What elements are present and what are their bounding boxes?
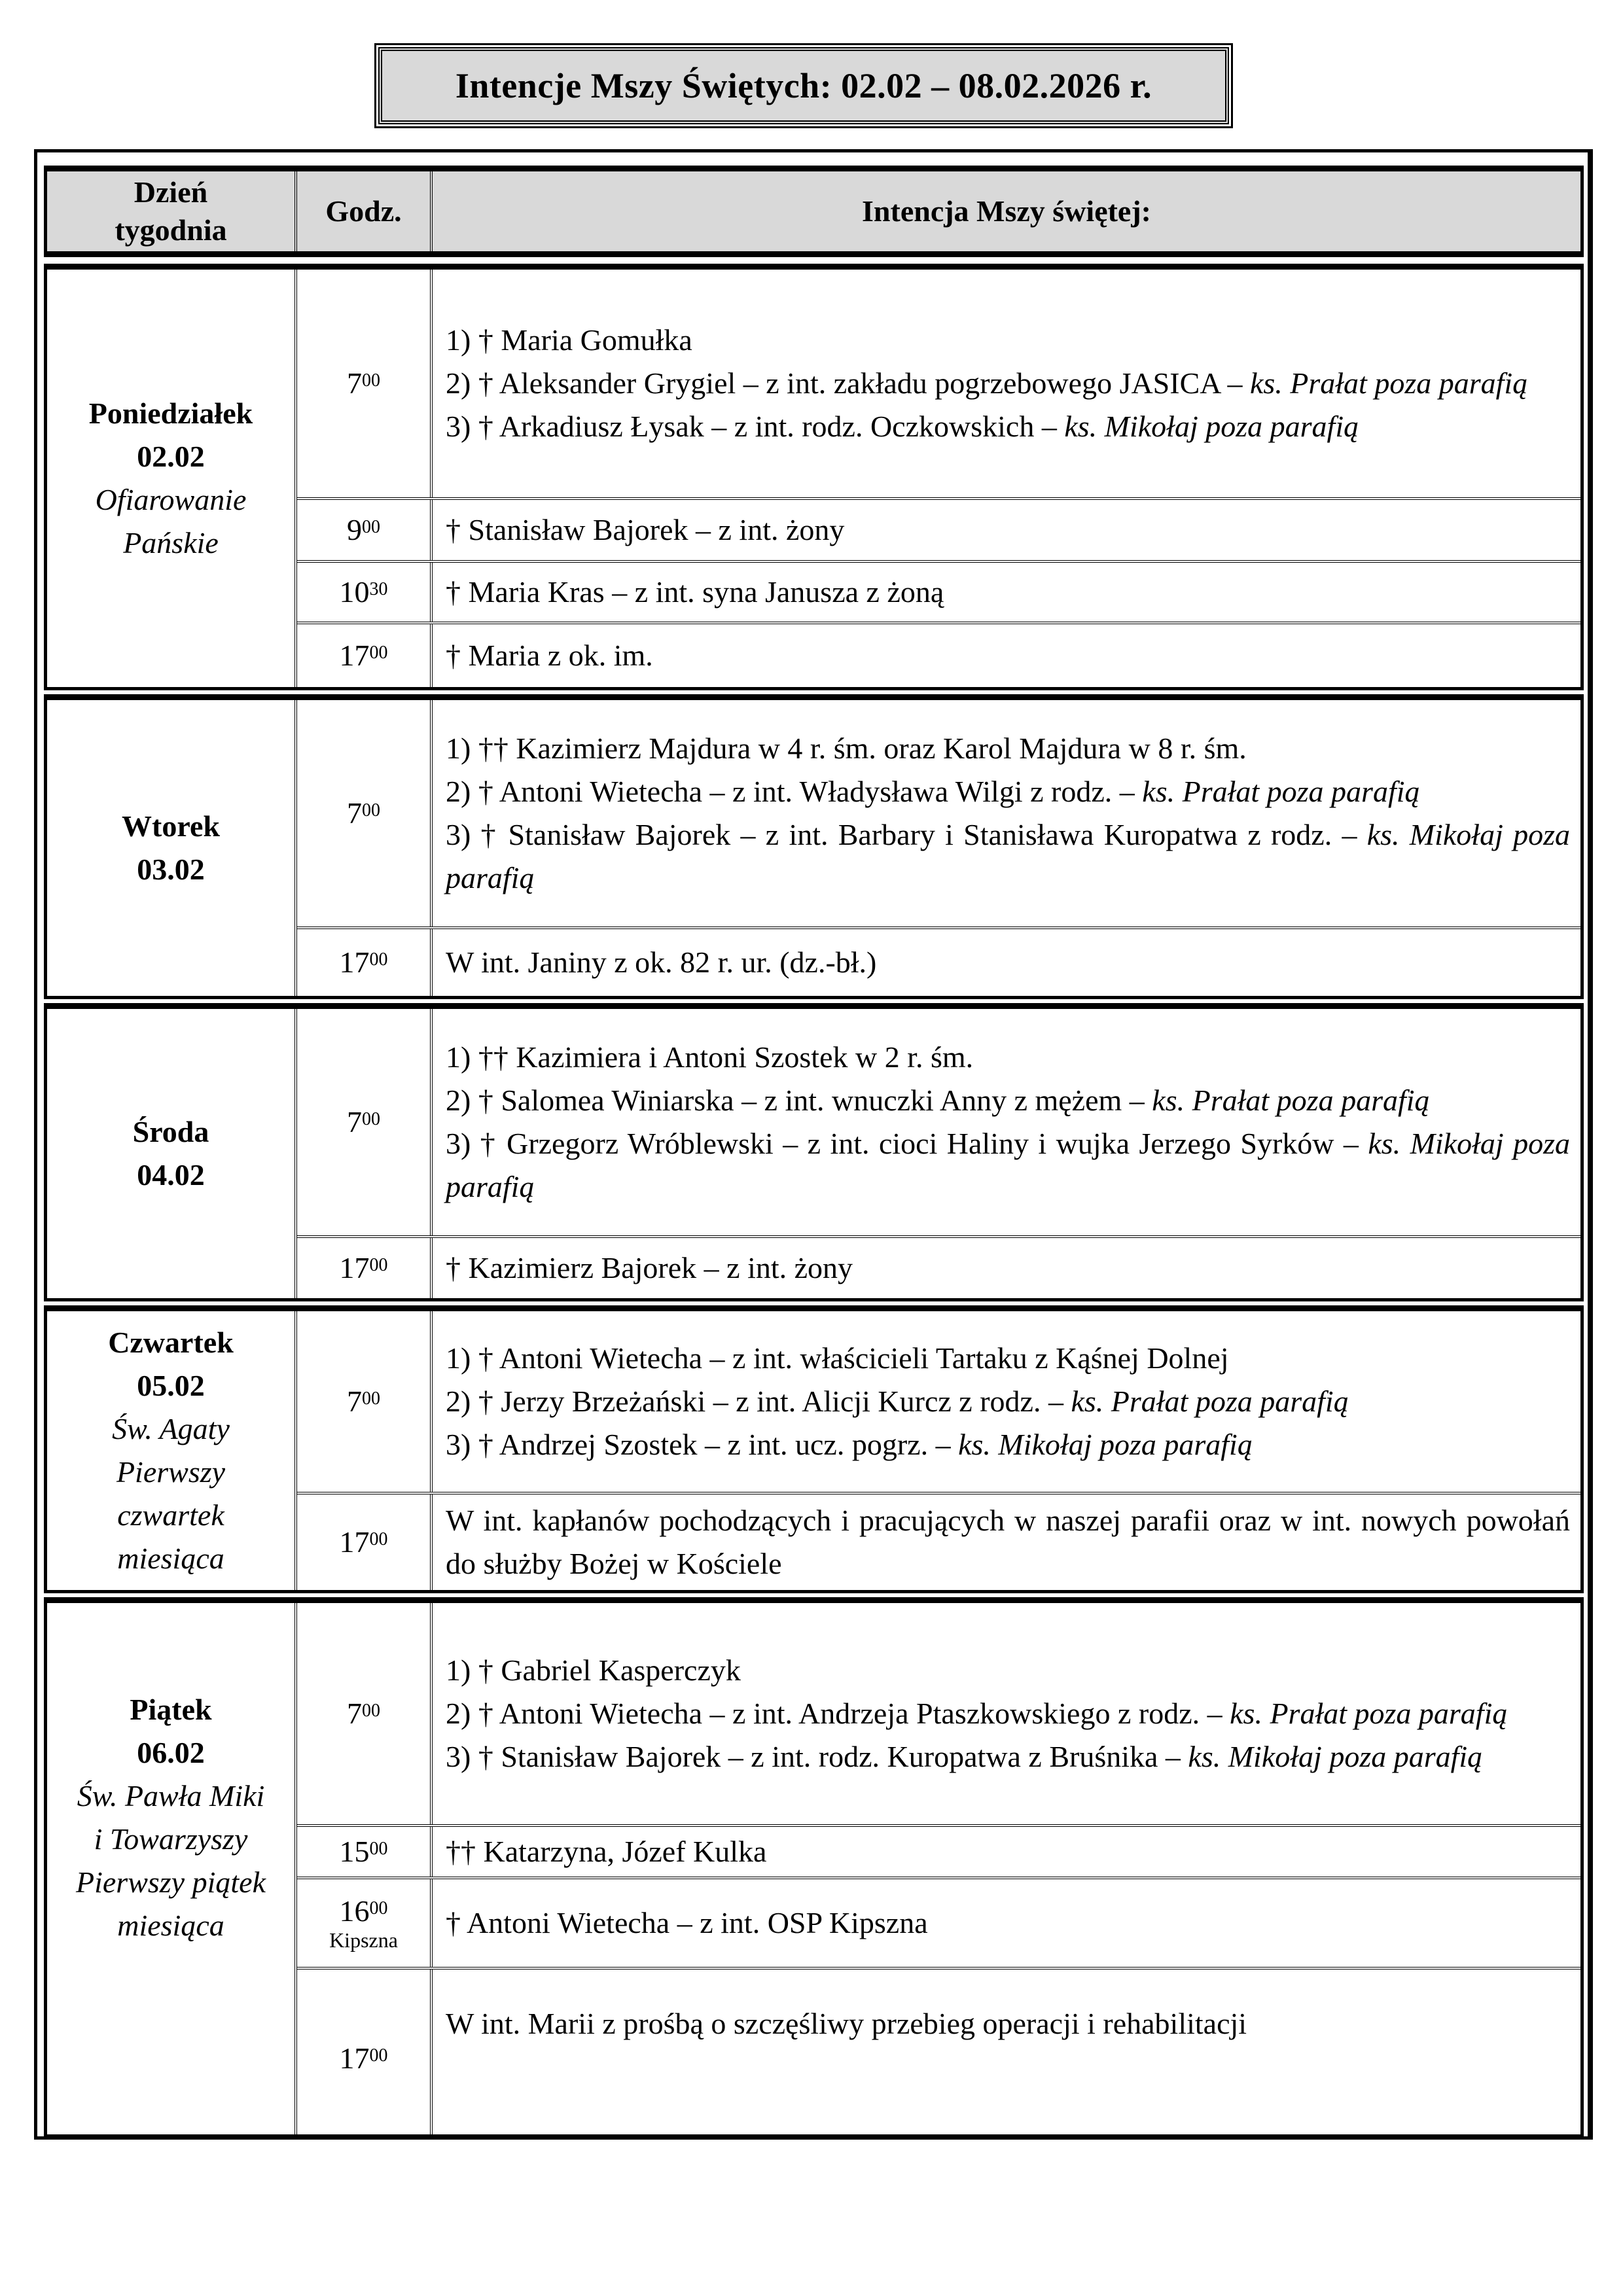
- mass-time: $7^{00}$: [297, 700, 433, 927]
- mass-row: [297, 563, 1580, 624]
- day-cell: [47, 700, 297, 996]
- mass-time: $15^{00}$: [297, 1827, 433, 1877]
- day-feast: Ofiarowanie Pańskie: [95, 483, 247, 559]
- day-date: 03.02: [137, 853, 205, 886]
- mass-intention: 1) † Maria Gomułka 2) † Aleksander Grygiel – z int. zakładu pogrzebowego JASICA – ks. Prałat poza parafią 3) † Arkadiusz Łysak – z int. rodz. Oczkowskich – ks. Mikołaj poza parafią: [446, 323, 1528, 443]
- header-day: Dzień tygodnia: [47, 171, 297, 251]
- day-group-thursday: [44, 1305, 1584, 1593]
- mass-time: $7^{00}$: [297, 1311, 433, 1492]
- day-name: Poniedziałek: [88, 397, 253, 430]
- mass-row: [297, 1827, 1580, 1879]
- header-intention: Intencja Mszy świętej:: [862, 194, 1151, 228]
- day-group-wednesday: [44, 1003, 1584, 1301]
- mass-time: $17^{00}$: [297, 1969, 433, 2134]
- day-group-monday: [44, 264, 1584, 690]
- mass-time: $10^{30}$: [297, 563, 433, 622]
- day-feast: Św. Pawła Miki i Towarzyszy Pierwszy piątek miesiąca: [76, 1779, 266, 1942]
- mass-time: $7^{00}$: [297, 1603, 433, 1824]
- day-name: Środa: [132, 1115, 209, 1148]
- day-date: 04.02: [137, 1158, 205, 1192]
- mass-intention: 1) †† Kazimiera i Antoni Szostek w 2 r. śm. 2) † Salomea Winiarska – z int. wnuczki Anny z mężem – ks. Prałat poza parafią 3) † Grzegorz Wróblewski – z int. cioci Haliny i wujka Jerzego Syrków – ks. Mikołaj poza parafią: [446, 1040, 1570, 1203]
- mass-intention: † Maria z ok. im.: [446, 639, 653, 672]
- mass-row: [297, 624, 1580, 687]
- mass-row: [297, 929, 1580, 996]
- table-header: [44, 166, 1584, 257]
- mass-intention: W int. Janiny z ok. 82 r. ur. (dz.-bł.): [446, 945, 877, 979]
- day-cell: [47, 1603, 297, 2134]
- day-feast: Św. Agaty Pierwszy czwartek miesiąca: [112, 1412, 230, 1575]
- day-group-friday: [44, 1597, 1584, 2138]
- mass-intention: 1) † Antoni Wietecha – z int. właścicieli Tartaku z Kąśnej Dolnej 2) † Jerzy Brzeżański – z int. Alicji Kurcz z rodz. – ks. Prałat poza parafią 3) † Andrzej Szostek – z int. ucz. pogrz. – ks. Mikołaj poza parafią: [446, 1341, 1349, 1461]
- day-group-tuesday: [44, 694, 1584, 999]
- mass-row: [297, 1603, 1580, 1827]
- mass-intention: 1) † Gabriel Kasperczyk 2) † Antoni Wietecha – z int. Andrzeja Ptaszkowskiego z rodz. – ks. Prałat poza parafią 3) † Stanisław Bajorek – z int. rodz. Kuropatwa z Bruśnika – ks. Mikołaj poza parafią: [446, 1653, 1508, 1773]
- mass-row: [297, 1009, 1580, 1238]
- day-cell: [47, 1009, 297, 1298]
- mass-intention: † Maria Kras – z int. syna Janusza z żoną: [446, 575, 944, 609]
- mass-row: [297, 1969, 1580, 2134]
- page-title: Intencje Mszy Świętych: 02.02 – 08.02.2026 r.: [378, 47, 1229, 124]
- mass-intention: † Stanisław Bajorek – z int. żony: [446, 513, 845, 546]
- day-name: Wtorek: [122, 809, 220, 843]
- day-date: 02.02: [137, 440, 205, 473]
- mass-time: $7^{00}$: [297, 1009, 433, 1235]
- mass-time: $7^{00}$: [297, 270, 433, 497]
- mass-time: $17^{00}$: [297, 1494, 433, 1590]
- header-hour: Godz.: [297, 171, 433, 251]
- mass-time: $9^{00}$: [297, 500, 433, 560]
- mass-intention: 1) †† Kazimierz Majdura w 4 r. śm. oraz Karol Majdura w 8 r. śm. 2) † Antoni Wietecha – z int. Władysława Wilgi z rodz. – ks. Prałat poza parafią 3) † Stanisław Bajorek – z int. Barbary i Stanisława Kuropatwa z rodz. – ks. Mikołaj poza parafią: [446, 732, 1571, 894]
- mass-row: [297, 1879, 1580, 1969]
- mass-time: $17^{00}$: [297, 624, 433, 687]
- mass-intention: †† Katarzyna, Józef Kulka: [446, 1835, 767, 1868]
- day-cell: [47, 270, 297, 687]
- mass-time: $17^{00}$: [297, 1238, 433, 1298]
- mass-intentions-table: [34, 149, 1593, 2140]
- day-cell: [47, 1311, 297, 1590]
- mass-time: $17^{00}$: [297, 929, 433, 996]
- mass-row: [297, 500, 1580, 563]
- mass-row: [297, 1311, 1580, 1494]
- day-name: Czwartek: [108, 1326, 234, 1359]
- mass-intention: † Antoni Wietecha – z int. OSP Kipszna: [446, 1906, 928, 1939]
- mass-time: $16^{00}$ Kipszna: [297, 1879, 433, 1967]
- day-date: 06.02: [137, 1736, 205, 1769]
- mass-row: [297, 270, 1580, 500]
- mass-row: [297, 700, 1580, 929]
- mass-row: [297, 1494, 1580, 1590]
- mass-location: Kipszna: [329, 1928, 398, 1952]
- mass-intention: W int. kapłanów pochodzących i pracujących w naszej parafii oraz w int. nowych powołań do służby Bożej w Kościele: [446, 1504, 1570, 1580]
- day-date: 05.02: [137, 1369, 205, 1402]
- mass-intention: W int. Marii z prośbą o szczęśliwy przebieg operacji i rehabilitacji: [446, 2007, 1247, 2040]
- day-name: Piątek: [130, 1693, 212, 1726]
- mass-intention: † Kazimierz Bajorek – z int. żony: [446, 1251, 853, 1284]
- mass-row: [297, 1238, 1580, 1298]
